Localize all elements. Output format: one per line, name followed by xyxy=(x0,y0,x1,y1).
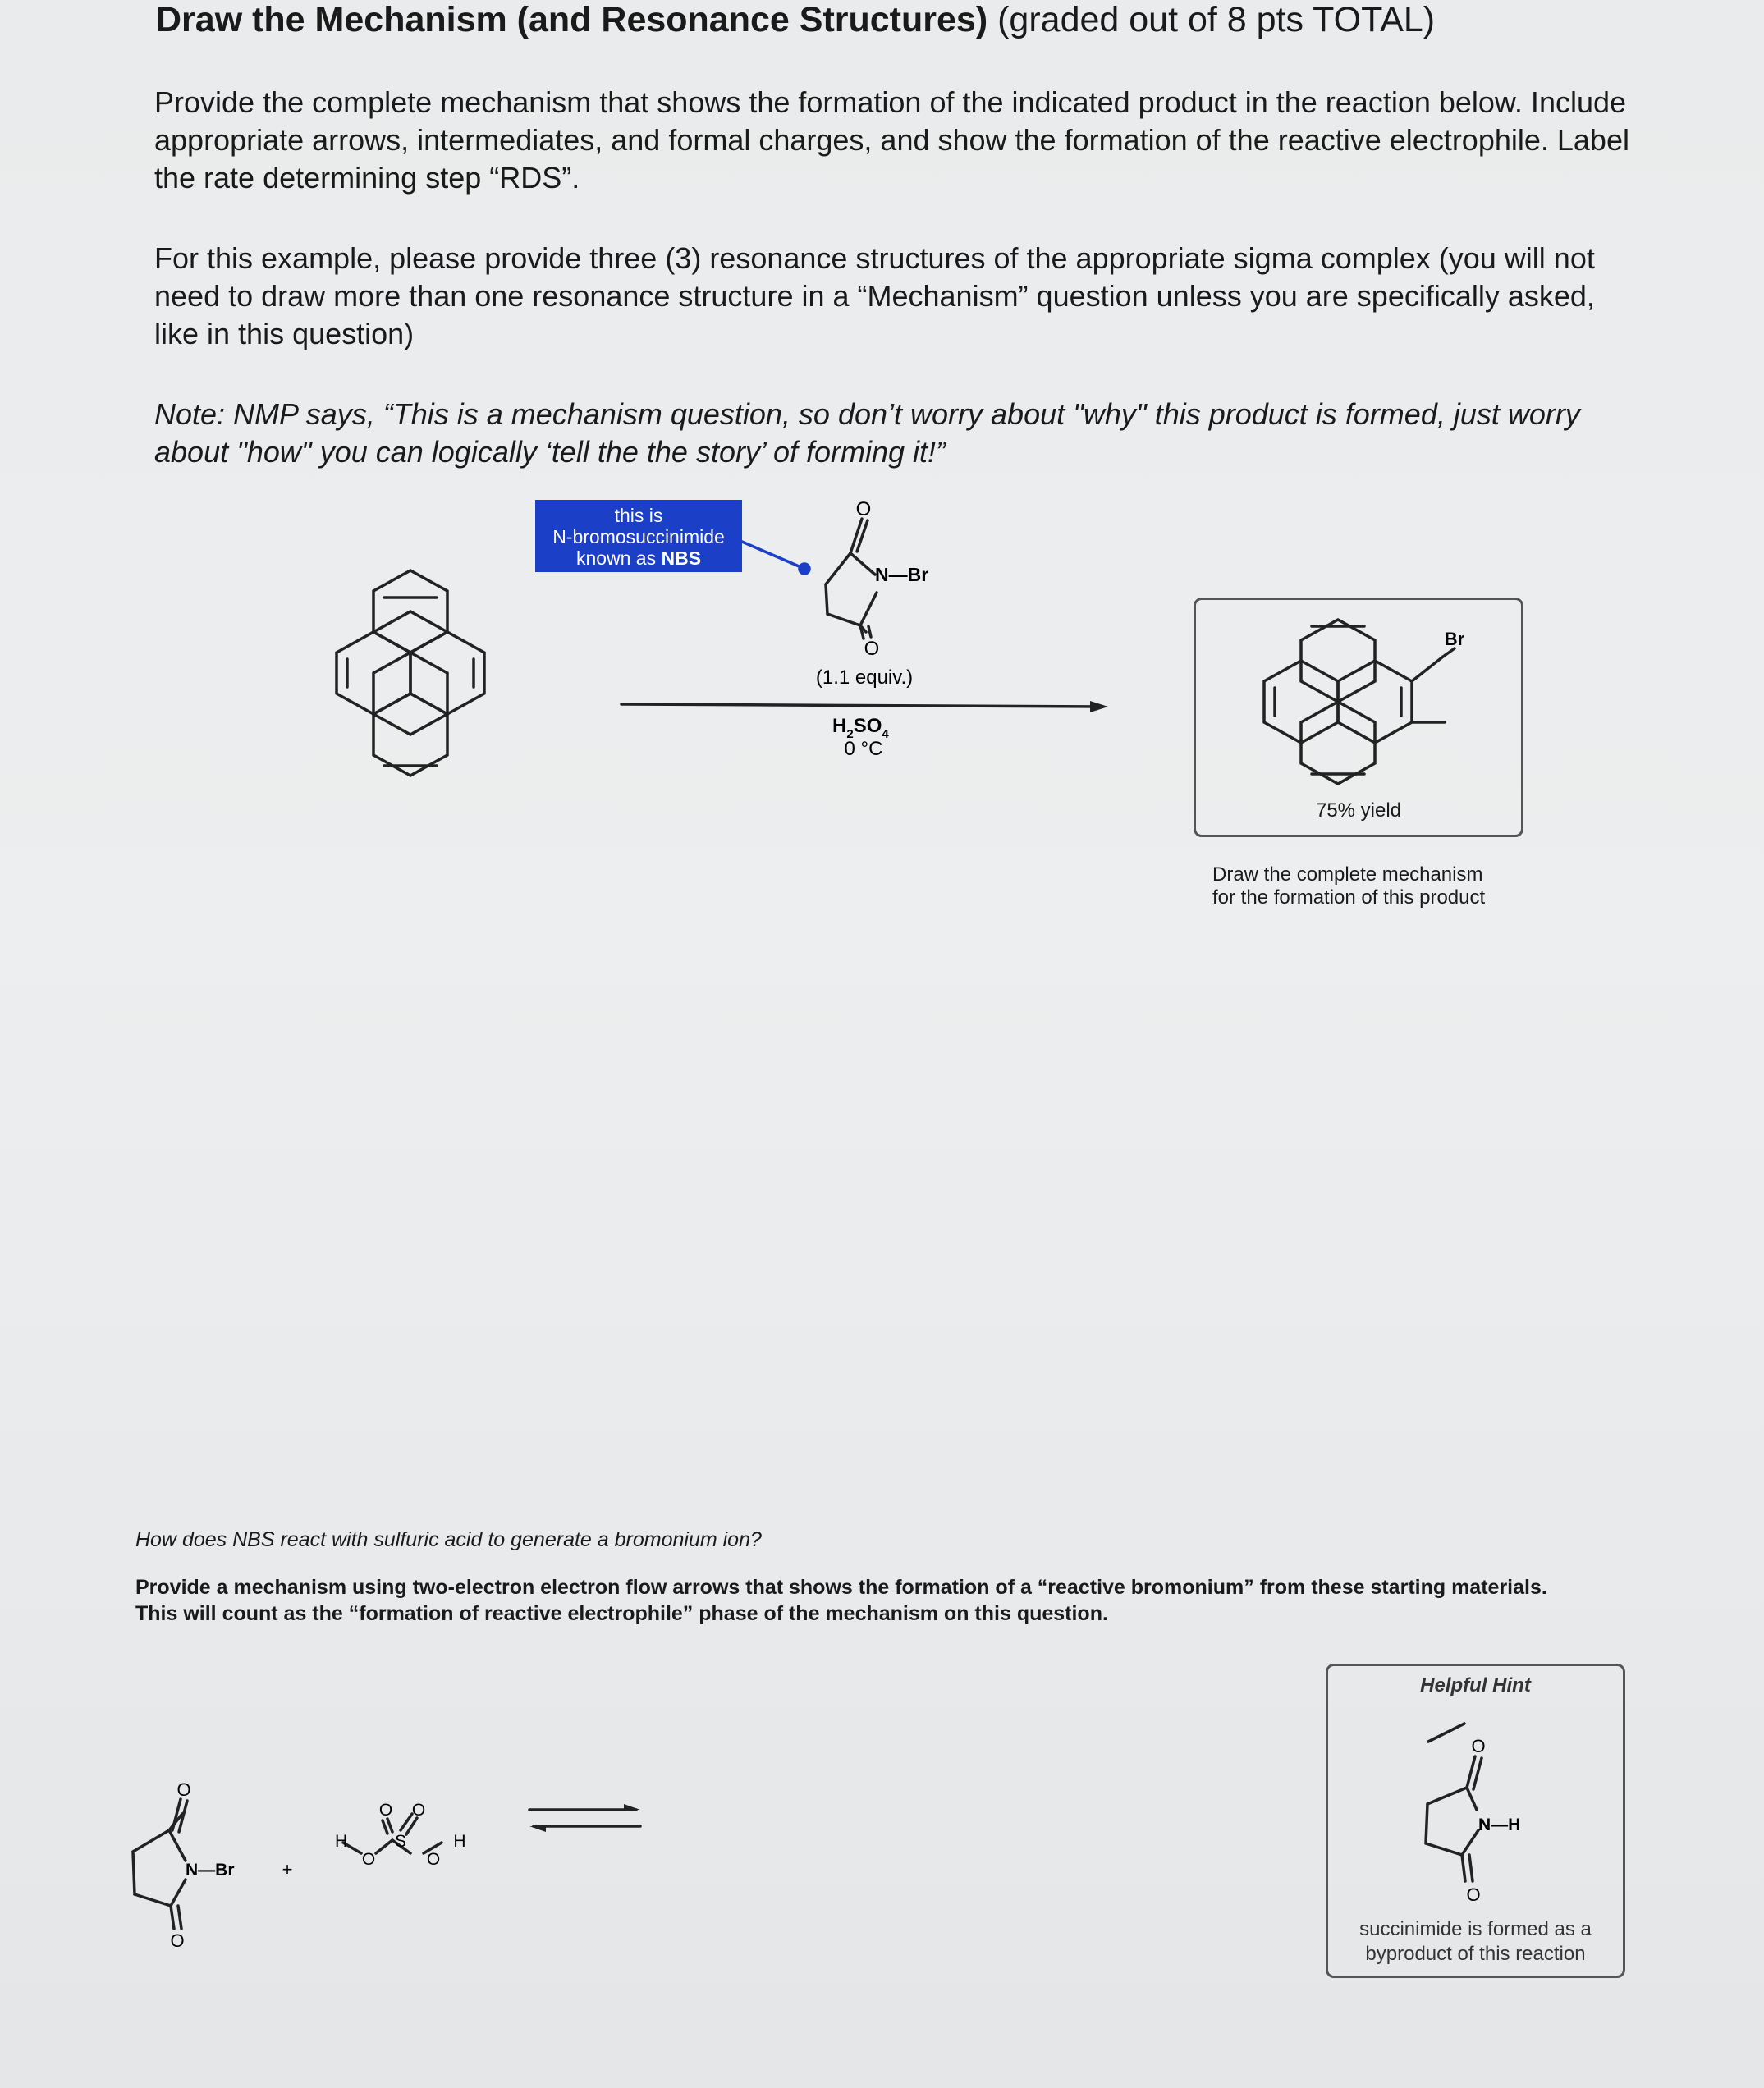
product-br-label: Br xyxy=(1444,629,1465,649)
sulfuric-acid-molecule xyxy=(343,1814,442,1853)
hint-caption xyxy=(1326,1917,1625,1967)
acid-label: $H_2SO_4$ xyxy=(832,715,889,741)
title-rest: (graded out of 8 pts TOTAL) xyxy=(987,0,1436,39)
p2-nbs-top-o: O xyxy=(176,1779,191,1800)
nbs-label-bold: NBS xyxy=(661,547,702,569)
product-caption-line1: Draw the complete mechanism xyxy=(1212,863,1483,886)
reagent-equiv: (1.1 equiv.) xyxy=(815,666,914,689)
nbs-bottom-o: O xyxy=(864,638,880,660)
acid-o-top-left: O xyxy=(378,1801,393,1820)
acid-h-left: H xyxy=(335,1832,348,1851)
nbs-molecule xyxy=(826,519,877,639)
part2-instruction: Provide a mechanism using two-electron electron flow arrows that shows the formation of a “reactive bromonium” from these starting materials. This will count as the “formation of reactive electrophile” phase of the mechanism on this question. xyxy=(135,1576,1547,1625)
note-paragraph: Note: NMP says, “This is a mechanism question, so don’t worry about "why" this product is formed, just worry about "how" you can logically ‘tell the the story’ of forming it!” xyxy=(154,397,1580,469)
hint-caption-line2: byproduct of this reaction xyxy=(1365,1943,1586,1965)
acid-s: S xyxy=(394,1832,407,1851)
hint-top-o: O xyxy=(1471,1736,1486,1756)
title-bold: Draw the Mechanism (and Resonance Structures) xyxy=(156,0,988,39)
part2-nbs xyxy=(133,1799,187,1929)
nbs-label-line1: this is xyxy=(614,505,663,526)
reaction-arrow xyxy=(621,704,1100,707)
nbs-top-o: O xyxy=(855,498,872,520)
product-caption-line2: for the formation of this product xyxy=(1212,886,1486,909)
product-yield: 75% yield xyxy=(1315,799,1402,822)
hint-nh: N—H xyxy=(1478,1816,1521,1834)
temperature-label: 0 °C xyxy=(844,738,883,760)
nbs-label-line2: N-bromosuccinimide xyxy=(552,526,725,547)
hint-molecule xyxy=(1326,1707,1625,1912)
plus-sign: + xyxy=(282,1859,293,1880)
p2-nbs-nbr: N—Br xyxy=(186,1861,235,1880)
pyrene-reactant xyxy=(337,570,484,776)
nbs-label-line3: known as xyxy=(575,547,662,569)
hint-bottom-o: O xyxy=(1466,1884,1481,1905)
acid-o-right: O xyxy=(426,1850,441,1869)
instruction-paragraph-1: Provide the complete mechanism that shows the formation of the indicated product in the reaction below. Include appropriate arrows, intermediates, and formal charges, and show the formation of the reactive electrophile. Label the rate determining step “RDS”. xyxy=(154,85,1629,195)
hint-caption-line1: succinimide is formed as a xyxy=(1359,1918,1592,1940)
instruction-paragraph-2: For this example, please provide three (3) resonance structures of the appropriate sigma complex (you will not need to draw more than one resonance structure in a “Mechanism” question unless you are specifically asked, like in this question) xyxy=(154,241,1595,350)
p2-nbs-bottom-o: O xyxy=(170,1930,185,1951)
product-caption xyxy=(1212,863,1485,909)
label-leader-line xyxy=(742,542,803,568)
acid-o-top-right: O xyxy=(411,1801,426,1820)
hint-title: Helpful Hint xyxy=(1420,1674,1531,1696)
nbs-nbr-label: N—Br xyxy=(875,564,929,585)
label-leader-dot xyxy=(800,564,809,574)
part2-question: How does NBS react with sulfuric acid to generate a bromonium ion? xyxy=(135,1528,762,1551)
acid-o-left: O xyxy=(361,1850,376,1869)
acid-h-right: H xyxy=(453,1832,466,1851)
